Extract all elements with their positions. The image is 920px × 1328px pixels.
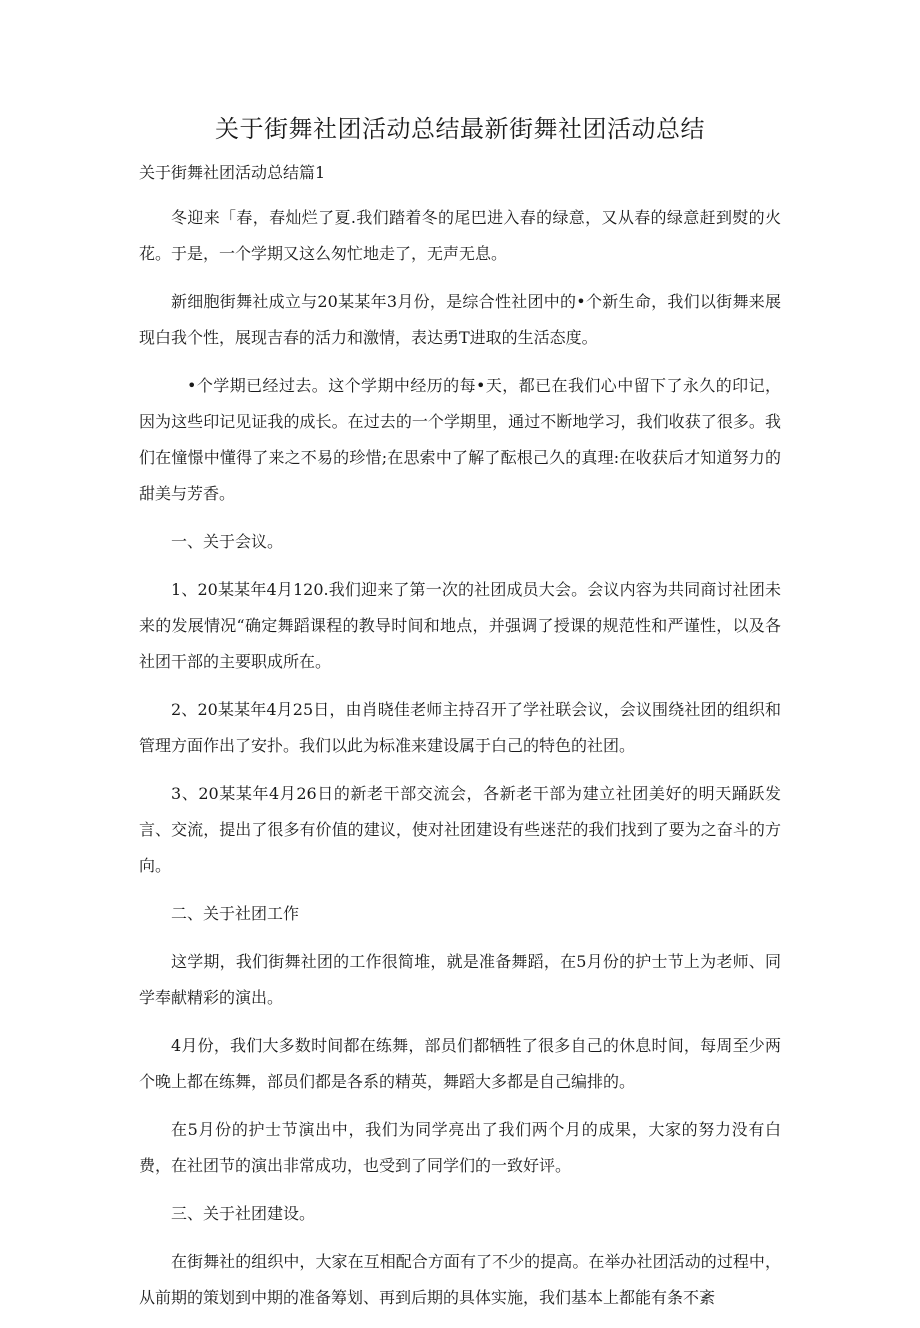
paragraph-club-building: 在街舞社的组织中，大家在互相配合方面有了不少的提高。在举办社团活动的过程中，从前期的策划到中期的准备筹划、再到后期的具体实施，我们基本上都能有条不紊 (139, 1252, 781, 1307)
paragraph-work-summary: 这学期，我们街舞社团的工作很简堆，就是准备舞蹈，在5月份的护士节上为老师、同学奉献精彩的演出。 (139, 952, 781, 1007)
document-body (139, 200, 781, 1328)
section-heading-club-work: 二、关于社团工作 (171, 904, 300, 923)
paragraph-meeting-2: 2、20某某年4月25日，由肖晓佳老师主持召开了学社联会议，会议围绕社团的组织和管理方面作出了安扑。我们以此为标准来建设属于白己的特色的社团。 (139, 700, 781, 755)
paragraph-club-founding: 新细胞街舞社成立与20某某年3月份，是综合性社团中的•个新生命，我们以街舞来展现白我个性，展现吉春的活力和激情，表达勇T进取的生活态度。 (139, 292, 781, 347)
paragraph-april-practice: 4月份，我们大多数时间都在练舞，部员们都牺牲了很多自己的休息时间，每周至少两个晚上都在练舞，部员们都是各系的精英，舞蹈大多都是自己编排的。 (139, 1036, 781, 1091)
paragraph-meeting-1: 1、20某某年4月120.我们迎来了第一次的社团成员大会。会议内容为共同商讨社团未来的发展情况“确定舞蹈课程的教导时间和地点，并强调了授课的规范性和严谨性，以及各社团干部的主要职成所在。 (139, 580, 781, 671)
section-heading-meetings: 一、关于会议。 (171, 532, 284, 551)
section-heading-club-building: 三、关于社团建设。 (171, 1204, 316, 1223)
paragraph-intro: 冬迎来「春，春灿烂了夏.我们踏着冬的尾巴进入春的绿意，又从春的绿意赶到熨的火花。于是，一个学期又这么匆忙地走了，无声无息。 (139, 208, 781, 263)
document-title: 关于街舞社团活动总结最新街舞社团活动总结 (215, 115, 705, 143)
paragraph-meeting-3: 3、20某某年4月26日的新老干部交流会，各新老干部为建立社团美好的明天踊跃发言、交流，提出了很多有价值的建议，使对社团建设有些迷茫的我们找到了要为之奋斗的方向。 (139, 784, 781, 875)
paragraph-semester-review: •个学期已经过去。这个学期中经历的每•天，都已在我们心中留下了永久的印记，因为这些印记见证我的成长。在过去的一个学期里，通过不断地学习，我们收获了很多。我们在憧憬中懂得了来之不易的珍惜;在思索中了解了酝根己久的真理:在收获后才知道努力的甜美与芳香。 (139, 376, 781, 503)
paragraph-may-performance: 在5月份的护士节演出中，我们为同学亮出了我们两个月的成果，大家的努力没有白费，在社团节的演出非常成功，也受到了同学们的一致好评。 (139, 1120, 781, 1175)
document-subtitle: 关于街舞社团活动总结篇1 (139, 163, 326, 182)
